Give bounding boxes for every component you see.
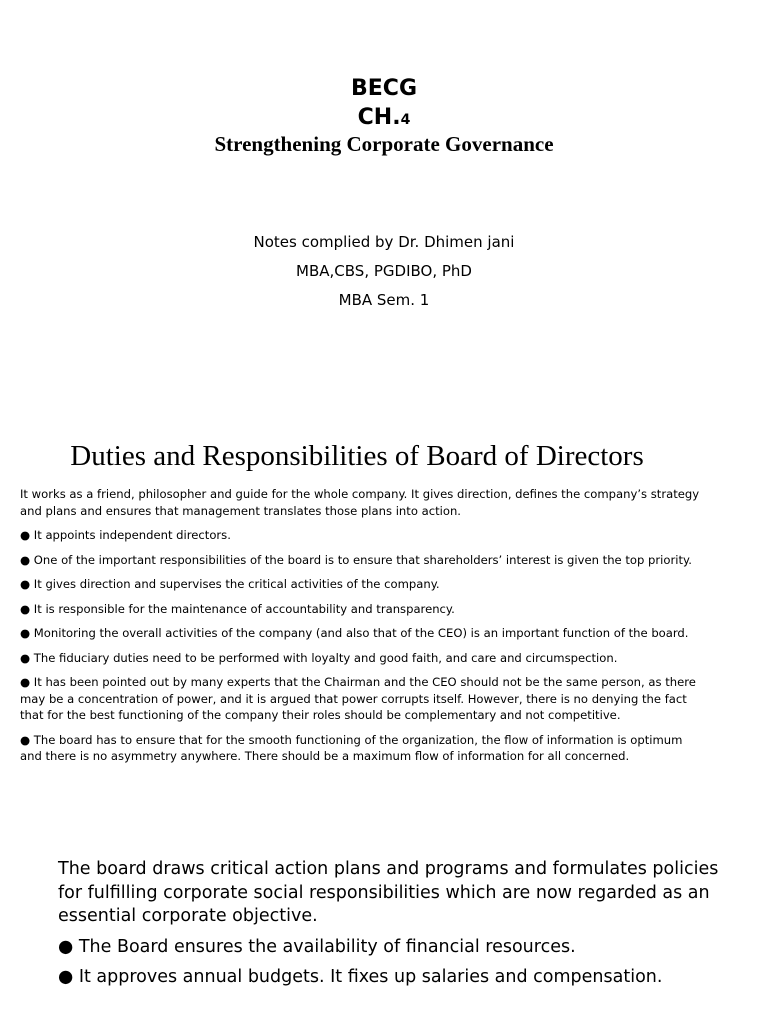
notes-line-author: Notes complied by Dr. Dhimen jani bbox=[253, 233, 515, 251]
course-code: BECG bbox=[351, 76, 417, 101]
chapter-title: Strengthening Corporate Governance bbox=[214, 132, 554, 156]
chapter-label bbox=[0, 105, 768, 130]
chapter-prefix: CH. bbox=[357, 105, 401, 130]
duties-bullet: ● One of the important responsibilities of the board is to ensure that shareholders’ interest is given the top priority. bbox=[20, 552, 692, 567]
duties-bullet: ● It is responsible for the maintenance of accountability and transparency. bbox=[20, 601, 455, 616]
duties-heading: Duties and Responsibilities of Board of Directors bbox=[70, 440, 644, 472]
board-intro: The board draws critical action plans and programs and formulates policies for fulfilling corporate social responsibilities which are now regarded as an essential corporate objective. bbox=[58, 859, 719, 926]
notes-line-degrees: MBA,CBS, PGDIBO, PhD bbox=[296, 262, 472, 280]
board-body bbox=[58, 858, 728, 997]
board-bullet: ● The Board ensures the availability of financial resources. bbox=[58, 936, 576, 957]
duties-bullet: ● Monitoring the overall activities of the company (and also that of the CEO) is an important function of the board. bbox=[20, 626, 689, 640]
duties-bullet: ● The fiduciary duties need to be performed with loyalty and good faith, and care and circumspection. bbox=[20, 650, 618, 665]
chapter-number: 4 bbox=[400, 112, 411, 128]
duties-bullet: ● The board has to ensure that for the smooth functioning of the organization, the flow of information is optimum and there is no asymmetry anywhere. There should be a maximum flow of information for all concerned. bbox=[20, 732, 683, 763]
board-bullet: ● It approves annual budgets. It fixes up salaries and compensation. bbox=[58, 967, 663, 987]
duties-intro: It works as a friend, philosopher and guide for the whole company. It gives direction, defines the company’s strategy and plans and ensures that management translates those plans into action. bbox=[20, 487, 700, 518]
notes-line-semester: MBA Sem. 1 bbox=[338, 291, 430, 309]
author-notes bbox=[0, 228, 768, 315]
duties-body bbox=[20, 486, 700, 773]
title-slide bbox=[0, 0, 768, 420]
duties-slide bbox=[0, 430, 768, 830]
duties-bullet: ● It appoints independent directors. bbox=[20, 528, 231, 542]
duties-bullet: ● It gives direction and supervises the critical activities of the company. bbox=[20, 577, 440, 591]
board-slide bbox=[0, 850, 768, 1024]
duties-bullet: ● It has been pointed out by many experts that the Chairman and the CEO should not be the same person, as there may be a concentration of power, and it is argued that power corrupts itself. However, there is no denying the fact that for the best functioning of the company their roles should be complementary and not competitive. bbox=[20, 675, 696, 722]
